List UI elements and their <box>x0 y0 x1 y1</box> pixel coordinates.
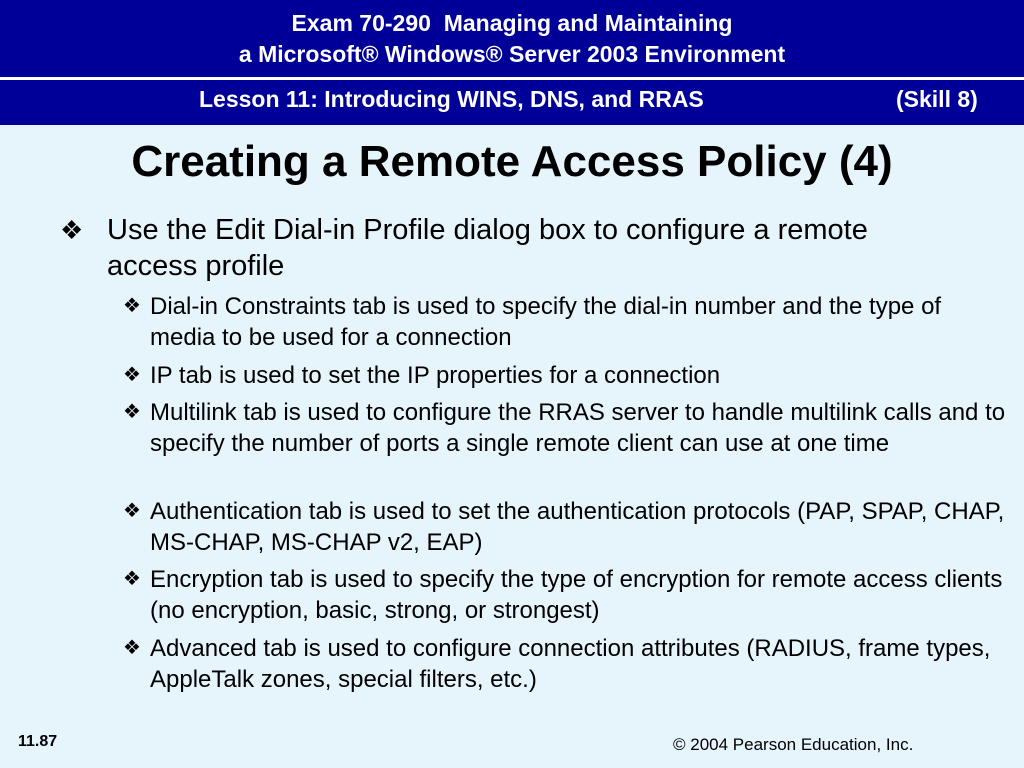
diamond-bullet-icon: ❖ <box>123 364 141 386</box>
diamond-bullet-icon: ❖ <box>123 637 141 659</box>
diamond-bullet-icon: ❖ <box>123 295 141 317</box>
sub-bullet <box>123 564 1010 626</box>
diamond-bullet-icon: ❖ <box>123 568 141 590</box>
sub-bullet <box>123 633 1010 695</box>
main-bullet-text: Use the Edit Dial-in Profile dialog box to configure a remote access profile <box>107 214 868 282</box>
exam-title-line2: a Microsoft® Windows® Server 2003 Environment <box>238 41 786 67</box>
lesson-title: Lesson 11: Introducing WINS, DNS, and RRAS <box>199 86 704 112</box>
sub-bullet-text: IP tab is used to set the IP properties for a connection <box>150 362 721 389</box>
diamond-bullet-icon: ❖ <box>60 215 84 245</box>
sub-bullet-text: Advanced tab is used to configure connection attributes (RADIUS, frame types, AppleTalk zones, special filters, etc.) <box>150 635 991 693</box>
skill-label: (Skill 8) <box>896 86 978 112</box>
diamond-bullet-icon: ❖ <box>123 500 141 522</box>
slide-title: Creating a Remote Access Policy (4) <box>131 137 893 186</box>
page-number: 11.87 <box>18 733 58 750</box>
exam-title-line1: Exam 70-290 Managing and Maintaining <box>291 10 733 36</box>
sub-bullet-text: Multilink tab is used to configure the RRAS server to handle multilink calls and to specify the number of ports a single remote client can use at one time <box>150 399 1006 457</box>
sub-bullet <box>123 496 1010 558</box>
sub-bullet <box>123 360 1010 391</box>
sub-bullet-text: Authentication tab is used to set the authentication protocols (PAP, SPAP, CHAP, MS-CHAP, MS-CHAP v2, EAP) <box>150 498 1005 556</box>
copyright-notice: © 2004 Pearson Education, Inc. <box>673 735 914 754</box>
sub-bullet <box>123 397 1010 459</box>
sub-bullet-text: Dial-in Constraints tab is used to specify the dial-in number and the type of media to be used for a connection <box>150 293 942 351</box>
main-bullet <box>60 212 937 284</box>
diamond-bullet-icon: ❖ <box>123 401 141 423</box>
sub-bullet <box>123 291 1010 353</box>
sub-bullet-text: Encryption tab is used to specify the type of encryption for remote access clients (no encryption, basic, strong, or strongest) <box>150 566 1003 624</box>
